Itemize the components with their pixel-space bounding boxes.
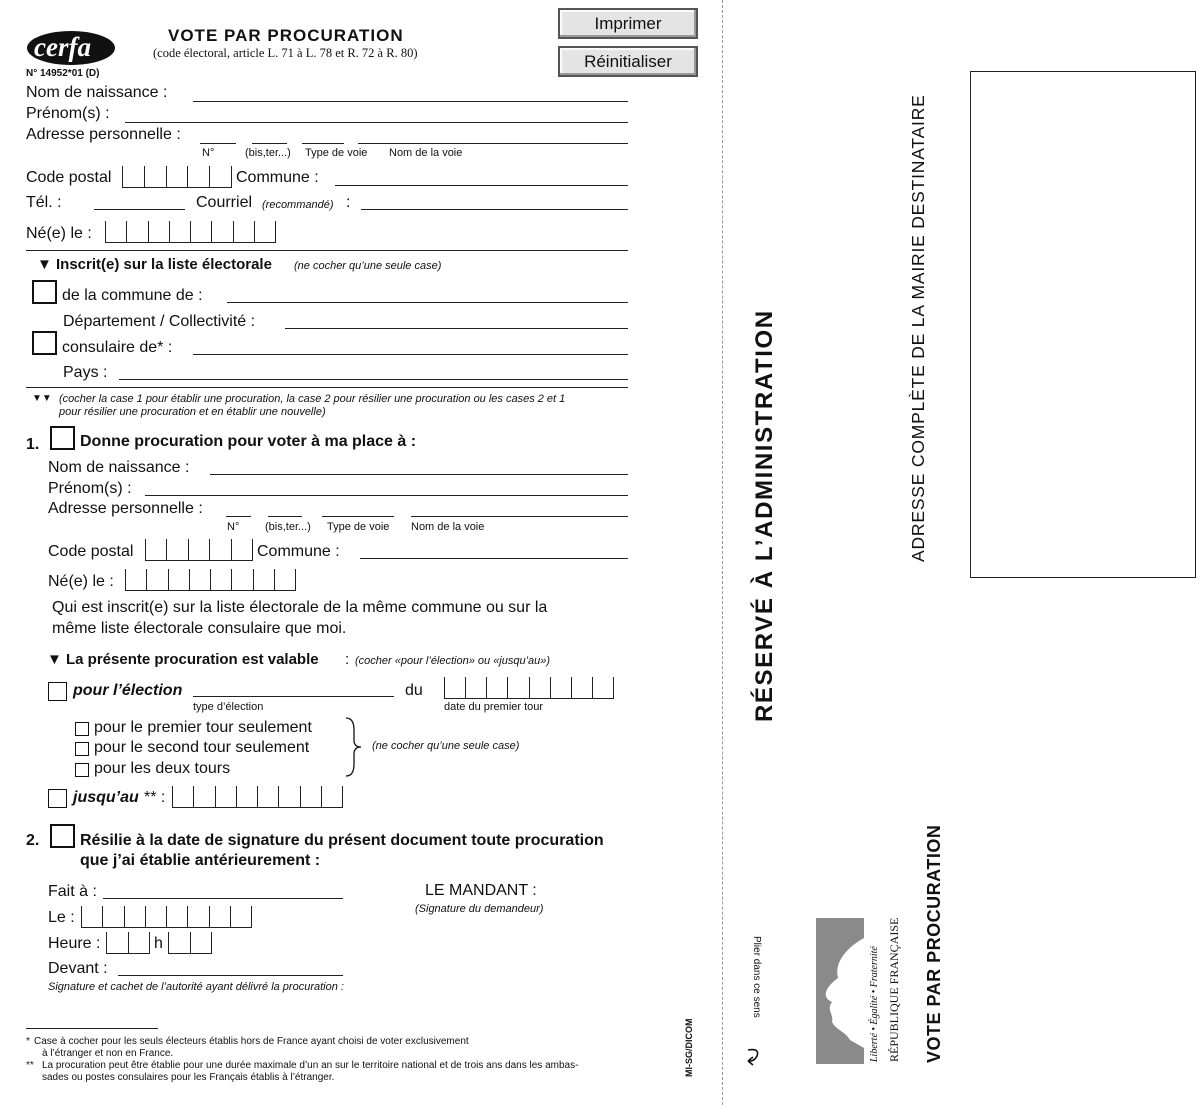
mandataire-addr-voie-hint: Nom de la voie — [411, 521, 485, 533]
mandant-signature-note: (Signature du demandeur) — [415, 903, 544, 915]
mandant-addr-voie-field[interactable] — [358, 143, 628, 144]
tour2-checkbox[interactable] — [75, 742, 89, 756]
devant-field[interactable] — [118, 975, 343, 976]
footnote-2-line-2: sades ou postes consulaires pour les Français établis à l’étranger. — [42, 1072, 335, 1083]
divider-2 — [26, 387, 628, 388]
section2-number: 2. — [26, 832, 40, 849]
inscrit-consulaire-label: consulaire de* : — [62, 339, 173, 356]
le-date-field[interactable] — [81, 906, 252, 928]
fait-label: Fait à : — [48, 883, 97, 900]
tour-note: (ne cocher qu’une seule case) — [372, 740, 520, 752]
devant-label: Devant : — [48, 960, 108, 977]
mandant-ne-label: Né(e) le : — [26, 225, 92, 242]
tour-brace — [344, 716, 364, 778]
mandataire-cp-field[interactable] — [145, 539, 253, 561]
inscrit-consulaire-checkbox[interactable] — [32, 331, 57, 355]
footnote-1-line-1: Case à cocher pour les seuls électeurs établis hors de France ayant choisi de voter exclusivement — [34, 1036, 469, 1047]
mandataire-inscrit-line-2: même liste électorale consulaire que moi. — [52, 620, 347, 637]
mandant-courriel-field[interactable] — [361, 209, 628, 210]
form-code: MI-SG/DICOM — [684, 1018, 694, 1077]
section2-line-1: Résilie à la date de signature du présent document toute procuration — [80, 832, 604, 849]
marianne-logo — [816, 918, 864, 1064]
inscrit-consulaire-field[interactable] — [193, 354, 628, 355]
mandant-tel-field[interactable] — [94, 209, 185, 210]
form-number: N° 14952*01 (D) — [26, 68, 100, 79]
tour3-label: pour les deux tours — [94, 760, 231, 777]
inscrit-commune-checkbox[interactable] — [32, 280, 57, 304]
mandant-adresse-label: Adresse personnelle : — [26, 126, 181, 143]
vote-par-procuration-vertical: VOTE PAR PROCURATION — [924, 824, 944, 1063]
mandataire-prenom-field[interactable] — [145, 495, 628, 496]
mandant-cp-field[interactable] — [122, 166, 232, 188]
page-subtitle: (code électoral, article L. 71 à L. 78 et R. 72 à R. 80) — [153, 46, 418, 60]
mandant-commune-label: Commune : — [236, 169, 319, 186]
footnote-divider — [26, 1028, 158, 1029]
inscrit-heading: ▼ Inscrit(e) sur la liste électorale — [37, 256, 272, 273]
mandataire-nom-label: Nom de naissance : — [48, 459, 190, 476]
mandataire-prenom-label: Prénom(s) : — [48, 480, 132, 497]
mandant-courriel-note: (recommandé) — [262, 199, 334, 211]
footnote-2-mark: ** — [26, 1060, 34, 1071]
valable-heading: ▼ La présente procuration est valable — [47, 651, 319, 668]
mandataire-addr-bis-hint: (bis,ter...) — [265, 521, 311, 533]
tour2-label: pour le second tour seulement — [94, 739, 310, 756]
inscrit-commune-label: de la commune de : — [62, 287, 203, 304]
election-type-hint: type d’élection — [193, 701, 264, 713]
page-title: VOTE PAR PROCURATION — [168, 26, 404, 45]
heure-label: Heure : — [48, 935, 101, 952]
jusquau-mark: ** : — [144, 789, 166, 806]
election-date-hint: date du premier tour — [444, 701, 544, 713]
election-checkbox[interactable] — [48, 682, 67, 701]
mandataire-commune-label: Commune : — [257, 543, 340, 560]
mandataire-addr-bis-field[interactable] — [268, 516, 302, 517]
cachet-label: Signature et cachet de l’autorité ayant délivré la procuration : — [48, 981, 344, 993]
fold-arrow-icon — [744, 1044, 766, 1070]
fold-line — [722, 0, 723, 1105]
mandant-courriel-colon: : — [346, 194, 351, 211]
mandant-prenom-field[interactable] — [125, 122, 628, 123]
reserve-administration: RÉSERVÉ À L’ADMINISTRATION — [751, 309, 778, 722]
reset-button[interactable]: Réinitialiser — [558, 46, 698, 77]
mandataire-addr-type-hint: Type de voie — [327, 521, 390, 533]
mandataire-addr-no-field[interactable] — [226, 516, 251, 517]
footnote-2-line-1: La procuration peut être établie pour une durée maximale d’un an sur le territoire national et de trois ans dans les ambas- — [42, 1060, 579, 1071]
mandant-nom-field[interactable] — [193, 101, 628, 102]
mandant-addr-bis-field[interactable] — [252, 143, 287, 144]
fait-field[interactable] — [103, 898, 343, 899]
mandant-addr-type-hint: Type de voie — [305, 147, 368, 159]
print-button[interactable]: Imprimer — [558, 8, 698, 39]
mandataire-addr-voie-field[interactable] — [411, 516, 628, 517]
divider-1 — [26, 250, 628, 251]
inscrit-dept-label: Département / Collectivité : — [63, 313, 256, 330]
heure-minutes-field[interactable] — [168, 932, 212, 954]
tour1-checkbox[interactable] — [75, 722, 89, 736]
section1-title: Donne procuration pour voter à ma place à : — [80, 433, 417, 450]
mandant-addr-no-hint: N° — [202, 147, 215, 159]
inscrit-dept-field[interactable] — [285, 328, 628, 329]
mandataire-commune-field[interactable] — [360, 558, 628, 559]
mandant-courriel-label: Courriel — [196, 194, 253, 211]
inscrit-note: (ne cocher qu’une seule case) — [294, 260, 442, 272]
section2-line-2: que j’ai établie antérieurement : — [80, 852, 321, 869]
cerfa-logo-text: cerfa — [34, 32, 91, 62]
rf-motto: Liberté • Égalité • Fraternité — [869, 946, 880, 1062]
mandant-prenom-label: Prénom(s) : — [26, 105, 110, 122]
inscrit-pays-field[interactable] — [119, 379, 628, 380]
mandataire-cp-label: Code postal — [48, 543, 134, 560]
footnote-1-mark: * — [26, 1036, 30, 1047]
section1-checkbox[interactable] — [50, 426, 75, 450]
mandataire-nom-field[interactable] — [210, 474, 628, 475]
marianne-profile — [816, 918, 864, 1064]
address-box[interactable] — [970, 71, 1196, 578]
adresse-mairie: ADRESSE COMPLÈTE DE LA MAIRIE DESTINATAIRE — [908, 94, 928, 562]
tour1-label: pour le premier tour seulement — [94, 719, 312, 736]
mandant-addr-voie-hint: Nom de la voie — [389, 147, 463, 159]
mandant-cp-label: Code postal — [26, 169, 112, 186]
election-du-label: du — [405, 682, 423, 699]
jusquau-date-field[interactable] — [172, 786, 343, 808]
jusquau-checkbox[interactable] — [48, 789, 67, 808]
valable-colon: : — [345, 651, 350, 668]
jusquau-label: jusqu’au — [73, 789, 139, 806]
footnote-1-line-2: à l’étranger et non en France. — [42, 1048, 174, 1059]
mandataire-adresse-label: Adresse personnelle : — [48, 500, 203, 517]
heure-hours-field[interactable] — [106, 932, 150, 954]
mandant-commune-field[interactable] — [335, 185, 628, 186]
election-date-field[interactable] — [444, 677, 614, 699]
mandataire-ne-field[interactable] — [125, 569, 296, 591]
election-type-field[interactable] — [193, 696, 394, 697]
rf-name: RÉPUBLIQUE FRANÇAISE — [887, 917, 901, 1062]
mandant-addr-no-field[interactable] — [200, 143, 236, 144]
instructions-line-1: (cocher la case 1 pour établir une procuration, la case 2 pour résilier une procuration ou les cases 2 et 1 — [59, 393, 566, 405]
cerfa-logo — [26, 30, 116, 66]
le-label: Le : — [48, 909, 75, 926]
instructions-line-2: pour résilier une procuration et en établir une nouvelle) — [59, 406, 326, 418]
mandataire-addr-no-hint: N° — [227, 521, 240, 533]
mandant-tel-label: Tél. : — [26, 194, 62, 211]
mandataire-inscrit-line-1: Qui est inscrit(e) sur la liste électorale de la même commune ou sur la — [52, 599, 548, 616]
mandant-ne-field[interactable] — [105, 221, 276, 243]
valable-note: (cocher «pour l’élection» ou «jusqu’au») — [355, 655, 551, 667]
heure-h: h — [154, 935, 163, 952]
plier-label: Plier dans ce sens — [751, 936, 762, 1018]
section1-number: 1. — [26, 436, 40, 453]
mandant-addr-bis-hint: (bis,ter...) — [245, 147, 291, 159]
mandataire-addr-type-field[interactable] — [322, 516, 394, 517]
section2-checkbox[interactable] — [50, 824, 75, 848]
mandant-nom-label: Nom de naissance : — [26, 84, 168, 101]
mandataire-ne-label: Né(e) le : — [48, 573, 114, 590]
mandant-signature-label: LE MANDANT : — [425, 882, 537, 899]
tour3-checkbox[interactable] — [75, 763, 89, 777]
inscrit-pays-label: Pays : — [63, 364, 108, 381]
inscrit-commune-field[interactable] — [227, 302, 628, 303]
election-label: pour l’élection — [73, 682, 183, 699]
instructions-arrows: ▼▼ — [32, 393, 52, 404]
mandant-addr-type-field[interactable] — [302, 143, 344, 144]
